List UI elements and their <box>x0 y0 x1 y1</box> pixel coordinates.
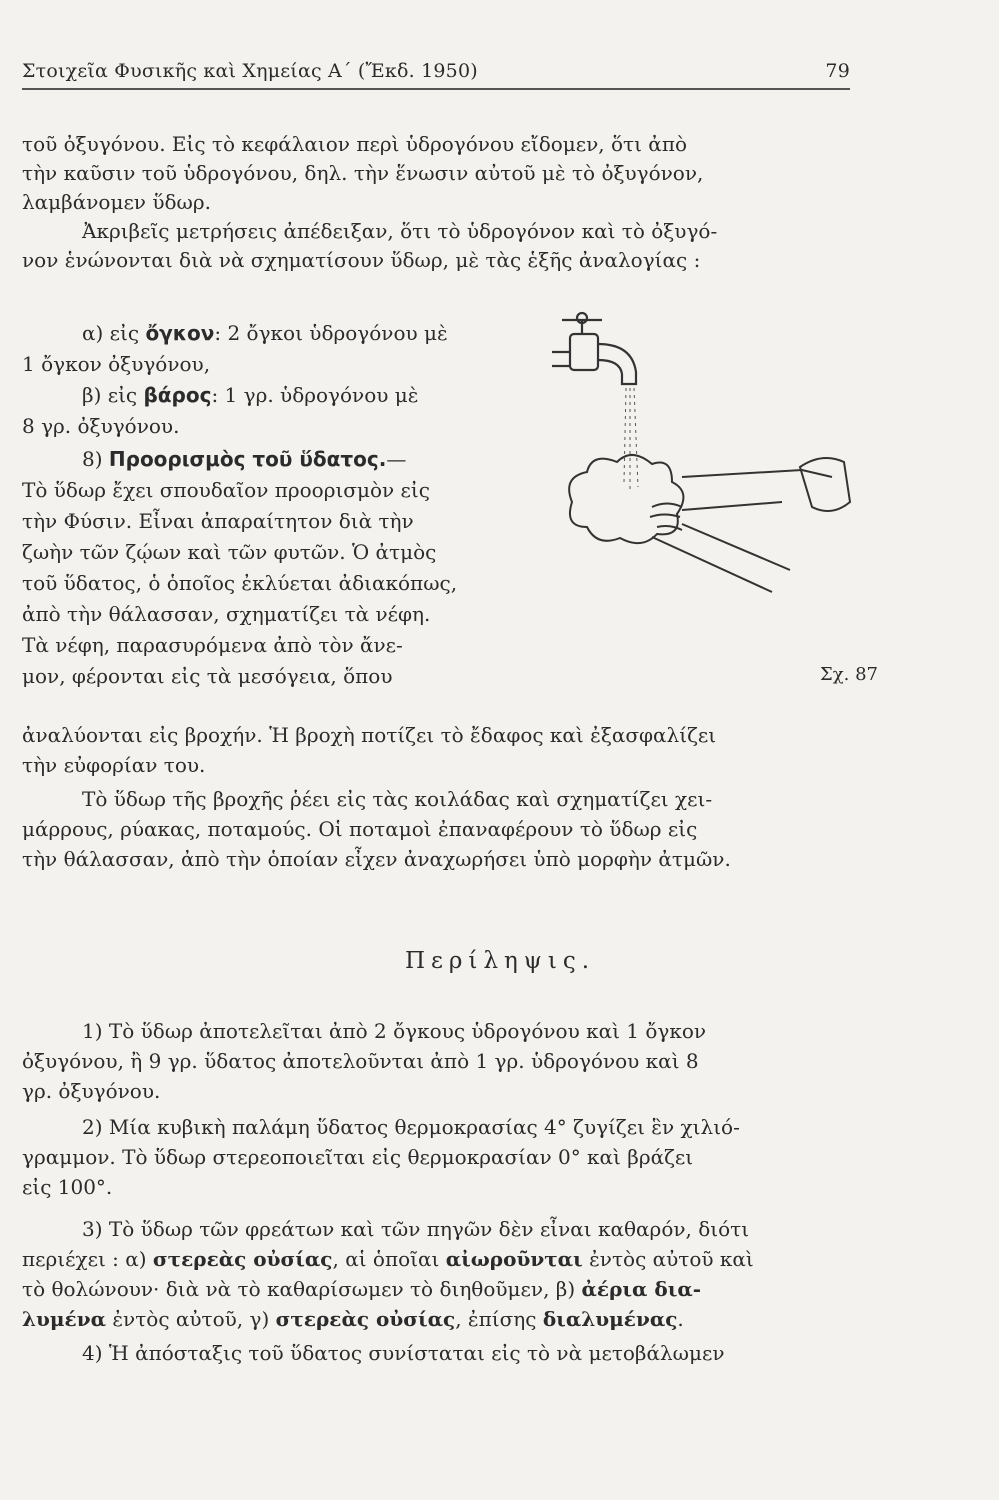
text-line: τὴν καῦσιν τοῦ ὑδρογόνου, δηλ. τὴν ἕνωσιν αὐτοῦ μὲ τὸ ὀξυγόνον, <box>22 161 704 185</box>
text-line: τὴν θάλασσαν, ἀπὸ τὴν ὁποίαν εἶχεν ἀναχωρήσει ὑπὸ μορφὴν ἀτμῶν. <box>22 847 731 871</box>
text-span: περιέχει : α) <box>22 1247 153 1271</box>
text-line: τοῦ ὕδατος, ὁ ὁποῖος ἐκλύεται ἀδιακόπως, <box>22 571 458 595</box>
section-heading <box>22 444 542 475</box>
ratio-volume <box>22 318 542 349</box>
text-line: ζωὴν τῶν ζῴων καὶ τῶν φυτῶν. Ὁ ἀτμὸς <box>22 540 437 564</box>
text-span: τὸ θολώνουν· διὰ νὰ τὸ καθαρίσωμεν τὸ διηθοῦμεν, β) <box>22 1277 582 1301</box>
summary-title: Περίληψις. <box>404 948 596 974</box>
text-line: γρ. ὀξυγόνου. <box>22 1079 161 1103</box>
figure-drawing <box>532 302 867 602</box>
text-line: 1) Τὸ ὕδωρ ἀποτελεῖται ἀπὸ 2 ὄγκους ὑδρογόνου καὶ 1 ὄγκον <box>82 1019 707 1043</box>
text-span: ἐντὸς αὐτοῦ, γ) <box>105 1307 276 1331</box>
section-8 <box>22 444 542 692</box>
ratio-text: : 2 ὄγκοι ὑδρογόνου μὲ <box>214 321 448 345</box>
text-line: εἰς 100°. <box>22 1175 113 1199</box>
bold-term: ἀέρια δια- <box>581 1277 702 1301</box>
text-line: τοῦ ὀξυγόνου. Εἰς τὸ κεφάλαιον περὶ ὑδρογόνου εἴδομεν, ὅτι ἀπὸ <box>22 132 687 156</box>
ratio-text: : 1 γρ. ὑδρογόνου μὲ <box>211 383 419 407</box>
text-span: ἐντὸς αὐτοῦ καὶ <box>582 1247 754 1271</box>
text-line: Τὰ νέφη, παρασυρόμενα ἀπὸ τὸν ἄνε- <box>22 633 403 657</box>
text-span: , ἐπίσης <box>455 1307 543 1331</box>
ratio-term: ὄγκον <box>145 321 215 345</box>
text-span: . <box>677 1307 684 1331</box>
section-8-continued <box>22 720 902 874</box>
text-line: τὴν Φύσιν. Εἶναι ἀπαραίτητον διὰ τὴν <box>22 509 414 533</box>
text-line: 8 γρ. ὀξυγόνου. <box>22 414 180 438</box>
text-line: 3) Τὸ ὕδωρ τῶν φρεάτων καὶ τῶν πηγῶν δὲν εἶναι καθαρόν, διότι <box>82 1217 750 1241</box>
ratio-weight <box>22 380 542 411</box>
ratio-label: α) εἰς <box>82 321 146 345</box>
header-title: Στοιχεῖα Φυσικῆς καὶ Χημείας Α΄ (Ἔκδ. 1950) <box>22 60 478 82</box>
text-line: τὴν εὐφορίαν του. <box>22 753 206 777</box>
text-line: λαμβάνομεν ὕδωρ. <box>22 190 211 214</box>
text-line: Ἀκριβεῖς μετρήσεις ἀπέδειξαν, ὅτι τὸ ὑδρογόνον καὶ τὸ ὀξυγό- <box>82 219 718 243</box>
bold-term: αἰωροῦνται <box>445 1247 583 1271</box>
section-dash: — <box>386 447 407 471</box>
text-line: Τὸ ὕδωρ τῆς βροχῆς ῥέει εἰς τὰς κοιλάδας καὶ σχηματίζει χει- <box>82 787 713 811</box>
bold-term: λυμένα <box>22 1307 106 1331</box>
running-header <box>22 60 850 90</box>
text-line: νον ἑνώνονται διὰ νὰ σχηματίσουν ὕδωρ, μὲ τὰς ἑξῆς ἀναλογίας : <box>22 248 701 272</box>
text-line <box>22 1304 902 1334</box>
bold-term: διαλυμένας <box>542 1307 678 1331</box>
ratio-term: βάρος <box>143 383 212 407</box>
text-line: 4) Ἡ ἀπόσταξις τοῦ ὕδατος συνίσταται εἰς τὸ νὰ μετοβάλωμεν <box>82 1341 725 1365</box>
text-line: 2) Μία κυβικὴ παλάμη ὕδατος θερμοκρασίας 4° ζυγίζει ἓν χιλιό- <box>82 1115 740 1139</box>
bold-term: στερεὰς οὐσίας <box>152 1247 333 1271</box>
faucet-washing-hands-icon <box>532 302 867 602</box>
text-line: ἀπὸ τὴν θάλασσαν, σχηματίζει τὰ νέφη. <box>22 602 431 626</box>
intro-paragraph <box>22 130 892 275</box>
text-line: γραμμον. Τὸ ὕδωρ στερεοποιεῖται εἰς θερμοκρασίαν 0° καὶ βράζει <box>22 1145 694 1169</box>
text-line: μον, φέρονται εἰς τὰ μεσόγεια, ὅπου <box>22 664 393 688</box>
text-line <box>22 1274 902 1304</box>
text-line: ἀναλύονται εἰς βροχήν. Ἡ βροχὴ ποτίζει τὸ ἔδαφος καὶ ἐξασφαλίζει <box>22 723 717 747</box>
bold-term: στερεὰς οὐσίας <box>275 1307 456 1331</box>
text-span: , αἱ ὁποῖαι <box>332 1247 446 1271</box>
text-line: Τὸ ὕδωρ ἔχει σπουδαῖον προορισμὸν εἰς <box>22 478 430 502</box>
text-line: ὀξυγόνου, ἢ 9 γρ. ὕδατος ἀποτελοῦνται ἀπὸ 1 γρ. ὑδρογόνου καὶ 8 <box>22 1049 699 1073</box>
section-number: 8) <box>82 447 109 471</box>
figure-caption: Σχ. 87 <box>820 664 878 685</box>
summary-body <box>22 1016 902 1368</box>
page-number: 79 <box>825 60 850 82</box>
text-line <box>22 1244 902 1274</box>
ratios-list <box>22 318 542 442</box>
text-line: 1 ὄγκον ὀξυγόνου, <box>22 352 211 376</box>
text-line: μάρρους, ρύακας, ποταμούς. Οἱ ποταμοὶ ἐπαναφέρουν τὸ ὕδωρ εἰς <box>22 817 698 841</box>
section-title: Προορισμὸς τοῦ ὕδατος. <box>108 447 387 471</box>
ratio-label: β) εἰς <box>82 383 144 407</box>
